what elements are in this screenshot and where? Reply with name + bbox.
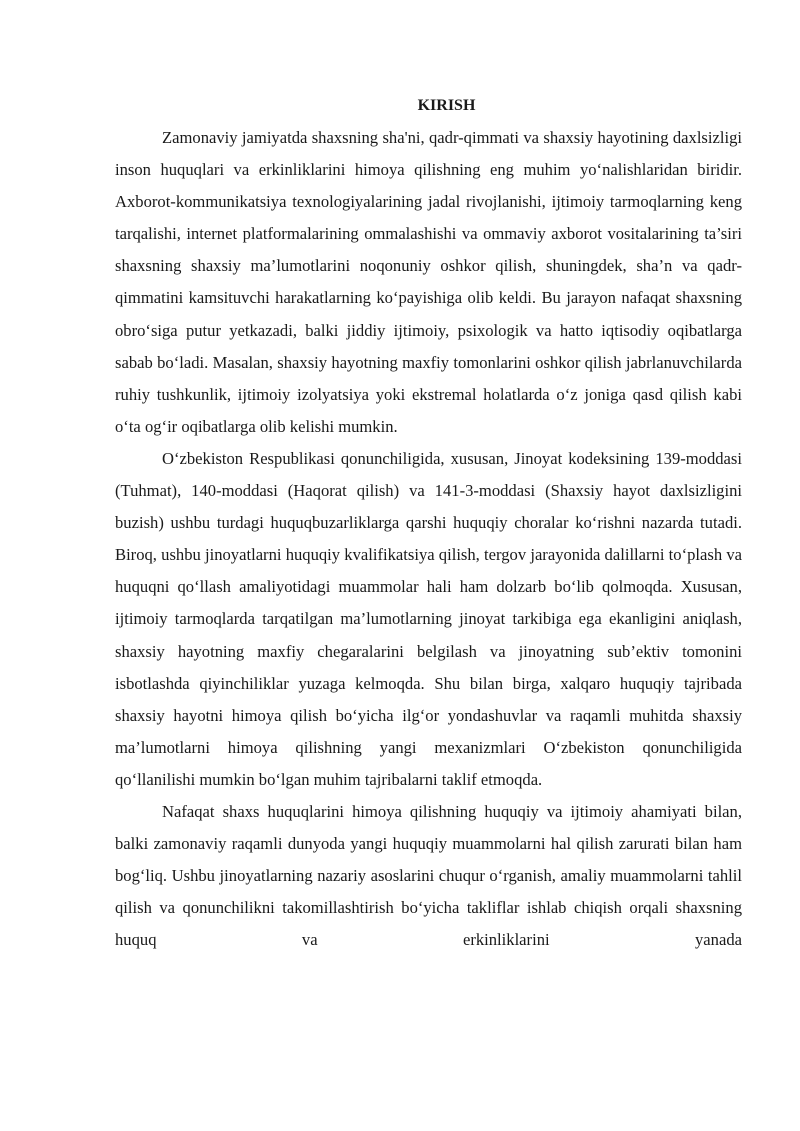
paragraph-3: Nafaqat shaxs huquqlarini himoya qilishning huquqiy va ijtimoiy ahamiyati bilan, balki zamonaviy raqamli dunyoda yangi huquqiy muammolarni hal qilish zarurati bilan ham bog‘liq. Ushbu jinoyatlarning nazariy asoslarini chuqur o‘rganish, amaliy muammolarni tahlil qilish va qonunchilikni takomillashtirish bo‘yicha takliflar ishlab chiqish orqali shaxsning huquq va erkinliklarini yanada	[115, 801, 742, 950]
paragraph-1: Zamonaviy jamiyatda shaxsning sha'ni, qadr-qimmati va shaxsiy hayotining daxlsizligi inson huquqlari va erkinliklarini himoya qilishning eng muhim yo‘nalishlaridan biridir. Axborot-kommunikatsiya texnologiyalarining jadal rivojlanishi, ijtimoiy tarmoqlarning keng tarqalishi, internet platformalarining ommalashishi va ommaviy axborot vositalarining ta’siri shaxsning shaxsiy ma’lumotlarini noqonuniy oshkor qilish, shuningdek, sha’n va qadr-qimmatini kamsituvchi harakatlarning ko‘payishiga olib keldi. Bu jarayon nafaqat shaxsning obro‘siga putur yetkazadi, balki jiddiy ijtimoiy, psixologik va hatto iqtisodiy oqibatlarga sabab bo‘ladi. Masalan, shaxsiy hayotning maxfiy tomonlarini oshkor qilish jabrlanuvchilarda ruhiy tushkunlik, ijtimoiy izolyatsiya yoki ekstremal holatlarda o‘z joniga qasd qilish kabi o‘ta og‘ir oqibatlarga olib kelishi mumkin.	[115, 128, 742, 436]
document-page	[115, 94, 742, 956]
section-title: KIRISH	[417, 97, 476, 114]
paragraph-2: O‘zbekiston Respublikasi qonunchiligida, xususan, Jinoyat kodeksining 139-moddasi (Tuhmat), 140-moddasi (Haqorat qilish) va 141-3-moddasi (Shaxsiy hayot daxlsizligini buzish) ushbu turdagi huquqbuzarliklarga qarshi huquqiy choralar ko‘rishni nazarda tutadi. Biroq, ushbu jinoyatlarni huquqiy kvalifikatsiya qilish, tergov jarayonida dalillarni to‘plash va huquqni qo‘llash amaliyotidagi muammolar hali ham dolzarb bo‘lib qolmoqda. Xususan, ijtimoiy tarmoqlarda tarqatilgan ma’lumotlarning jinoyat tarkibiga ega ekanligini aniqlash, shaxsiy hayotning maxfiy chegaralarini belgilash va jinoyatning sub’ektiv tomonini isbotlashda qiyinchiliklar yuzaga kelmoqda. Shu bilan birga, xalqaro huquqiy tajribada shaxsiy hayotni himoya qilish bo‘yicha ilg‘or yondashuvlar va raqamli muhitda shaxsiy ma’lumotlarni himoya qilishning yangi mexanizmlari O‘zbekiston qonunchiligida qo‘llanilishi mumkin bo‘lgan muhim tajribalarni taklif etmoqda.	[115, 448, 742, 789]
